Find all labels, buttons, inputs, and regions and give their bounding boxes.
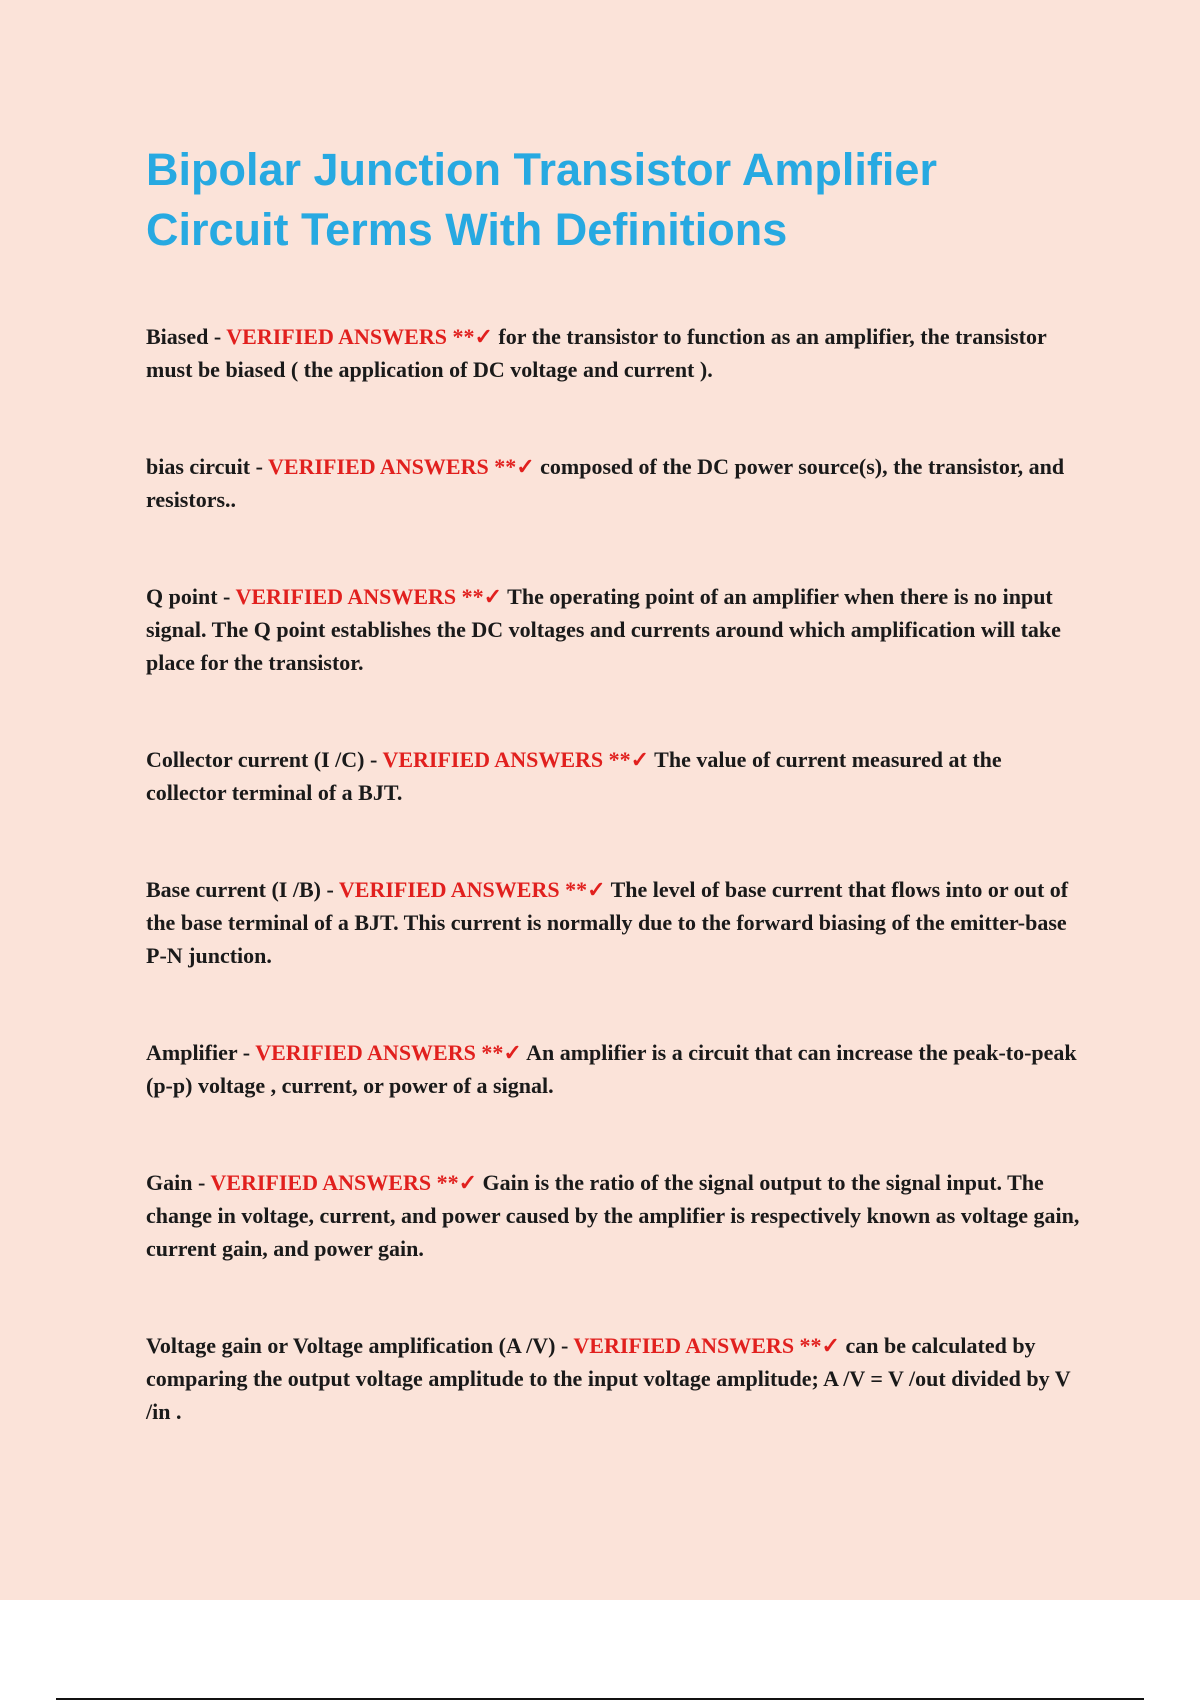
verified-answers-label: VERIFIED ANSWERS **✓ xyxy=(382,747,650,772)
term: bias circuit xyxy=(146,454,251,479)
verified-answers-label: VERIFIED ANSWERS **✓ xyxy=(255,1040,522,1065)
definition-entry-gain xyxy=(146,1166,1086,1265)
term: Base current (I /B) xyxy=(146,877,321,902)
definition-entry-biased xyxy=(146,320,1086,386)
document-body xyxy=(146,140,1086,1492)
term: Biased xyxy=(146,324,209,349)
term: Gain xyxy=(146,1170,193,1195)
definition: The operating point of an amplifier when there is no input signal. The Q point establishes the DC voltages and currents around which amplification will take place for the transistor. xyxy=(146,584,1061,675)
definition: The level of base current that flows into or out of the base terminal of a BJT. This current is normally due to the forward biasing of the emitter-base P-N junction. xyxy=(146,877,1069,968)
definition: The value of current measured at the collector terminal of a BJT. xyxy=(146,747,1002,805)
definition: for the transistor to function as an amplifier, the transistor must be biased ( the application of DC voltage and current ). xyxy=(146,324,1047,382)
term: Q point xyxy=(146,584,218,609)
separator: - xyxy=(217,584,236,609)
verified-answers-label: VERIFIED ANSWERS **✓ xyxy=(573,1333,840,1358)
term: Amplifier xyxy=(146,1040,238,1065)
separator: - xyxy=(364,747,383,772)
definition: An amplifier is a circuit that can increase the peak-to-peak (p-p) voltage , current, or power of a signal. xyxy=(146,1040,1077,1098)
separator: - xyxy=(250,454,269,479)
definition: composed of the DC power source(s), the transistor, and resistors.. xyxy=(146,454,1065,512)
definition-list xyxy=(146,320,1086,1428)
title-line-1: Bipolar Junction Transistor Amplifier xyxy=(146,144,937,195)
separator: - xyxy=(208,324,227,349)
title-line-2: Circuit Terms With Definitions xyxy=(146,204,788,255)
verified-answers-label: VERIFIED ANSWERS **✓ xyxy=(210,1170,478,1195)
verified-answers-label: VERIFIED ANSWERS **✓ xyxy=(226,324,493,349)
verified-answers-label: VERIFIED ANSWERS **✓ xyxy=(338,877,606,902)
separator: - xyxy=(555,1333,574,1358)
separator: - xyxy=(192,1170,211,1195)
term: Voltage gain or Voltage amplification (A /V) xyxy=(146,1333,556,1358)
definition: Gain is the ratio of the signal output to the signal input. The change in voltage, current, and power caused by the amplifier is respectively known as voltage gain, current gain, and power gain. xyxy=(146,1170,1080,1261)
definition-entry-base-current xyxy=(146,873,1086,972)
definition-entry-amplifier xyxy=(146,1036,1086,1102)
definition: can be calculated by comparing the output voltage amplitude to the input voltage amplitude; A /V = V /out divided by V /in . xyxy=(146,1333,1071,1424)
document-title xyxy=(146,140,1086,260)
verified-answers-label: VERIFIED ANSWERS **✓ xyxy=(268,454,535,479)
separator: - xyxy=(237,1040,256,1065)
separator: - xyxy=(320,877,339,902)
definition-entry-voltage-gain xyxy=(146,1329,1086,1428)
definition-entry-collector-current xyxy=(146,743,1086,809)
definition-entry-bias-circuit xyxy=(146,450,1086,516)
term: Collector current (I /C) xyxy=(146,747,365,772)
verified-answers-label: VERIFIED ANSWERS **✓ xyxy=(235,584,503,609)
definition-entry-q-point xyxy=(146,580,1086,679)
